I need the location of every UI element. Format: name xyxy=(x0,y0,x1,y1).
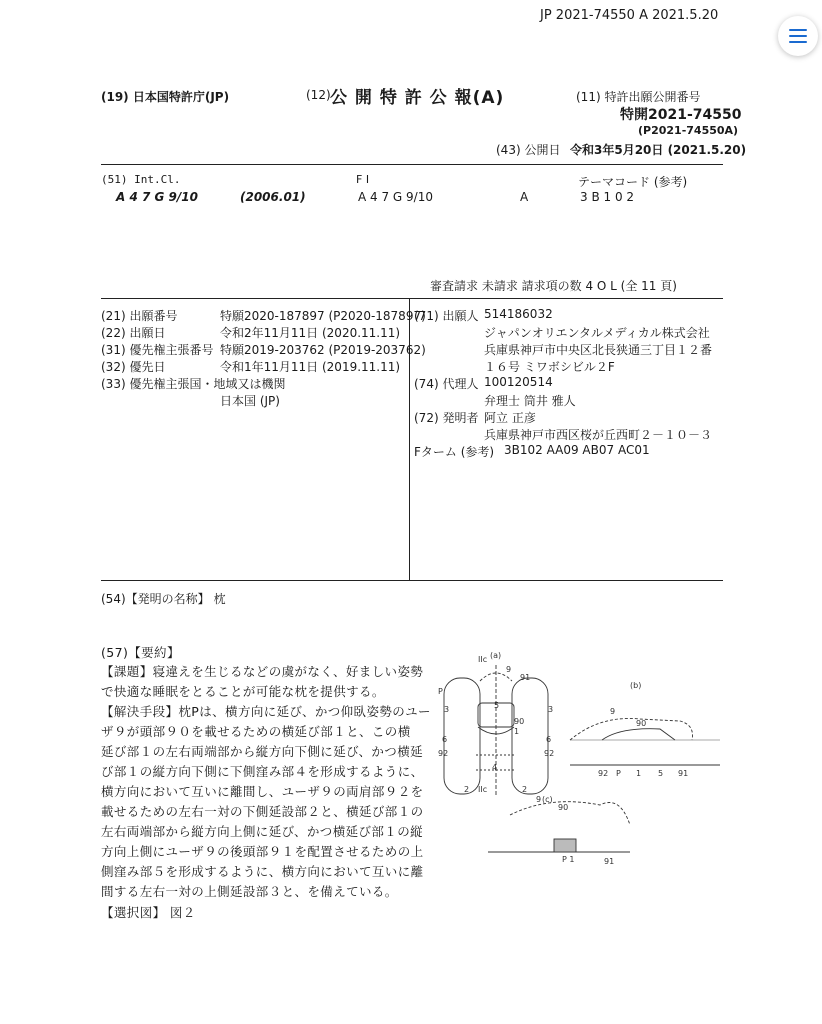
gazette-title: 公 開 特 許 公 報(A) xyxy=(330,88,505,108)
field-label: (22) 出願日 xyxy=(101,326,166,340)
fig-label-b-p: P xyxy=(616,769,621,778)
fig-label-b-9: 9 xyxy=(610,707,616,716)
publication-number: 特開2021-74550 xyxy=(620,107,742,123)
field-value: 令和1年11月11日 (2019.11.11) xyxy=(220,360,401,374)
field-value: 阿立 正彦 xyxy=(484,411,536,425)
representative-figure xyxy=(430,645,730,885)
right-pad-outline xyxy=(512,678,548,794)
fig-label-3-left: 3 xyxy=(444,705,450,714)
fig-label-a: (a) xyxy=(490,651,502,660)
fig-label-92-left: 92 xyxy=(438,749,449,758)
theme-code-label: テーマコード (参考) xyxy=(578,175,688,189)
document-reference: JP 2021-74550 A 2021.5.20 xyxy=(540,8,719,23)
fig-label-c-91: 91 xyxy=(604,857,615,866)
fig-label-iic-top: IIc xyxy=(478,655,488,664)
publication-number-label: (11) 特許出願公開番号 xyxy=(576,90,701,104)
field-value: 兵庫県神戸市中央区北長狭通三丁目１２番 xyxy=(484,343,713,357)
field-label: (31) 優先権主張番号 xyxy=(101,343,214,357)
fig-label-2-left: 2 xyxy=(464,785,470,794)
theme-code-value: 3 B 1 0 2 xyxy=(580,190,635,204)
field-label: (33) 優先権主張国・地域又は機関 xyxy=(101,377,286,391)
publication-date-label: (43) 公開日 xyxy=(496,143,561,157)
pillow-drawing xyxy=(430,645,730,885)
publication-date: 令和3年5月20日 (2021.5.20) xyxy=(570,143,747,157)
fig-label-iic-bottom: IIc xyxy=(478,785,488,794)
table-bottom-border xyxy=(101,580,723,581)
left-pad-outline xyxy=(444,678,480,794)
abstract-line: 横方向において互いに離間し、ユーザ９の両肩部９２を xyxy=(101,784,424,799)
fig-label-b: (b) xyxy=(630,681,642,690)
abstract-line: で快適な睡眠をとることが可能な枕を提供する。 xyxy=(101,684,385,699)
field-label: (74) 代理人 xyxy=(414,377,479,391)
fi-code: A xyxy=(520,190,529,204)
field-value: 令和2年11月11日 (2020.11.11) xyxy=(220,326,401,340)
intcl-value: A 4 7 G 9/10 xyxy=(116,190,198,204)
fig-label-91: 91 xyxy=(520,673,531,682)
field-label: (71) 出願人 xyxy=(414,309,479,323)
abstract-line: ザ９が頭部９０を載せるための横延び部１と、この横 xyxy=(101,724,411,739)
patent-office: (19) 日本国特許庁(JP) xyxy=(101,90,230,104)
intcl-label: (51) Int.Cl. xyxy=(101,173,181,186)
fig-label-3-right: 3 xyxy=(548,705,554,714)
fig-label-1: 1 xyxy=(514,727,520,736)
field-value: 兵庫県神戸市西区桜が丘西町２－１０－３ xyxy=(484,428,713,442)
header-divider xyxy=(101,164,723,165)
publication-number-sub: (P2021-74550A) xyxy=(638,124,739,137)
fig-label-90: 90 xyxy=(514,717,525,726)
fig-label-5: 5 xyxy=(494,701,500,710)
menu-button[interactable] xyxy=(778,16,818,56)
field-label: Fターム (参考) xyxy=(414,445,495,459)
gazette-number: (12) xyxy=(306,88,331,102)
abstract-line: 側窪み部５を形成するように、横方向において互いに離 xyxy=(101,864,424,879)
field-value: 100120514 xyxy=(484,375,553,389)
fig-label-c-9: 9 xyxy=(536,795,542,804)
table-top-border xyxy=(101,298,723,299)
abstract-line: 【解決手段】枕Pは、横方向に延び、かつ仰臥姿勢のユー xyxy=(101,704,431,719)
abstract-line: 載せるための左右一対の下側延設部２と、横延び部１の xyxy=(101,804,424,819)
abstract-line: 【課題】寝違えを生じるなどの虞がなく、好ましい姿勢 xyxy=(101,664,424,679)
fig-label-6-left: 6 xyxy=(442,735,448,744)
fi-label: F I xyxy=(356,173,370,186)
fig-label-b-92: 92 xyxy=(598,769,609,778)
field-value: １６号 ミワボシビル２F xyxy=(484,360,615,374)
fig-label-9: 9 xyxy=(506,665,512,674)
fig-label-p: P xyxy=(438,687,443,696)
field-value: 特願2020-187897 (P2020-187897) xyxy=(220,309,426,323)
abstract-line: (57)【要約】 xyxy=(101,645,180,660)
fig-label-b-1: 1 xyxy=(636,769,642,778)
fig-label-b-91: 91 xyxy=(678,769,689,778)
fig-label-2-right: 2 xyxy=(522,785,528,794)
fig-label-b-5: 5 xyxy=(658,769,664,778)
fig-label-4: 4 xyxy=(492,763,498,772)
fig-label-c-90: 90 xyxy=(558,803,569,812)
intcl-version: (2006.01) xyxy=(240,190,306,204)
field-label: (21) 出願番号 xyxy=(101,309,178,323)
abstract-line: び部１の縦方向下側に下側窪み部４を形成するように、 xyxy=(101,764,424,779)
abstract-line: 左右両端部から縦方向上側に延び、かつ横延び部１の縦 xyxy=(101,824,424,839)
field-value: 3B102 AA09 AB07 AC01 xyxy=(504,443,650,457)
field-label: (32) 優先日 xyxy=(101,360,166,374)
abstract-line: 間する左右一対の上側延設部３と、を備えている。 xyxy=(101,884,398,899)
fig-label-c-p1: P 1 xyxy=(562,855,575,864)
field-value: 弁理士 筒井 雅人 xyxy=(484,394,576,408)
pillow-section-c xyxy=(554,839,576,852)
field-value: ジャパンオリエンタルメディカル株式会社 xyxy=(484,326,710,340)
fig-label-92-right: 92 xyxy=(544,749,555,758)
sleeper-outline-c xyxy=(510,802,630,825)
invention-title: (54)【発明の名称】 枕 xyxy=(101,592,226,606)
abstract-line: 方向上側にユーザ９の後頭部９１を配置させるための上 xyxy=(101,844,424,859)
fig-label-6-right: 6 xyxy=(546,735,552,744)
fig-label-c: (c) xyxy=(542,795,553,804)
field-label: (72) 発明者 xyxy=(414,411,479,425)
abstract-line: 延び部１の左右両端部から縦方向下側に延び、かつ横延 xyxy=(101,744,424,759)
examination-status: 審査請求 未請求 請求項の数 4 O L (全 11 頁) xyxy=(430,279,677,293)
sleeper-outline-b xyxy=(570,718,693,740)
menu-icon-bar xyxy=(789,41,807,43)
field-value: 514186032 xyxy=(484,307,553,321)
abstract-line: 【選択図】 図２ xyxy=(101,905,196,920)
field-value: 日本国 (JP) xyxy=(220,394,280,408)
pillow-side-b xyxy=(602,729,675,740)
menu-icon-bar xyxy=(789,35,807,37)
menu-icon xyxy=(789,29,807,31)
field-value: 特願2019-203762 (P2019-203762) xyxy=(220,343,426,357)
fi-value: A 4 7 G 9/10 xyxy=(358,190,433,204)
fig-label-b-90: 90 xyxy=(636,719,647,728)
